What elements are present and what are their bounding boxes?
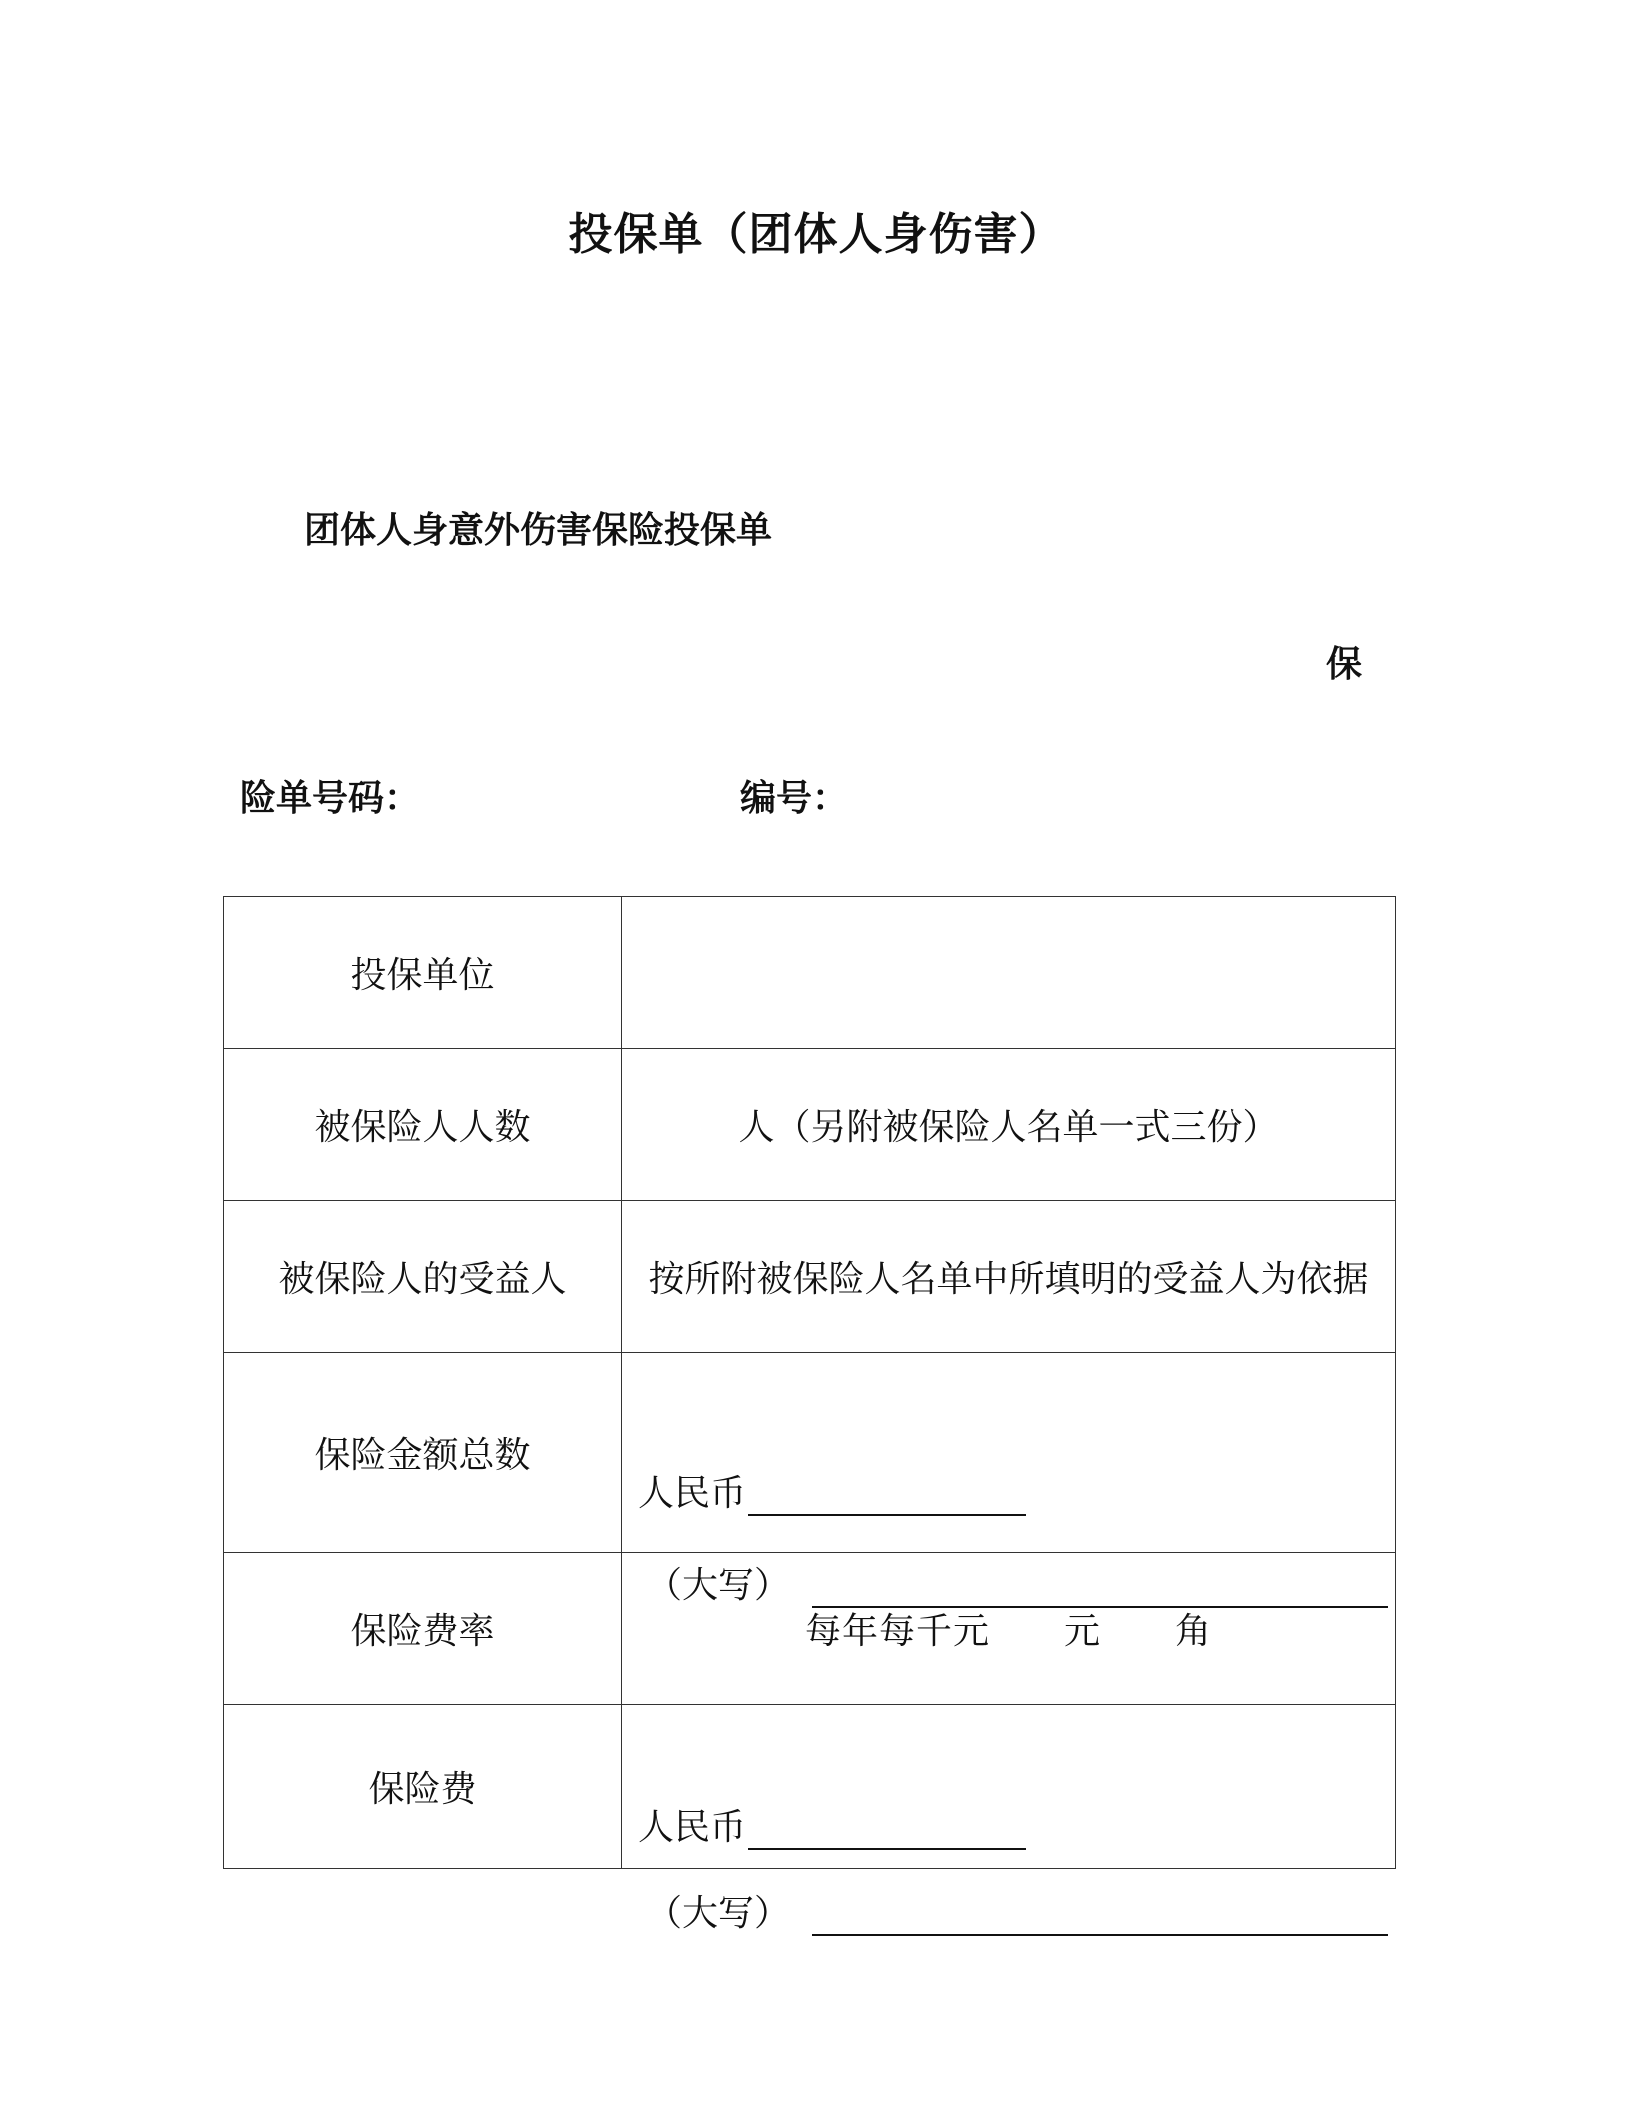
daxie-label: （大写）: [646, 1892, 791, 1934]
table-row: [224, 1705, 1396, 1869]
page-title: 投保单（团体人身伤害）: [568, 209, 1064, 260]
applicant-unit-field[interactable]: [622, 897, 1396, 1049]
premium-rate-text: 每年每千元 元 角: [804, 1611, 1212, 1652]
table-row: [224, 1049, 1396, 1201]
insured-count-label: 被保险人人数: [224, 1049, 622, 1201]
application-form-table: [223, 896, 1396, 1934]
sum-insured-daxie-blank[interactable]: [812, 1570, 1388, 1608]
premium-rmb-line: [638, 1799, 1026, 1850]
premium-rmb-blank[interactable]: [748, 1812, 1026, 1850]
beneficiary-value: 按所附被保险人名单中所填明的受益人为依据: [622, 1201, 1396, 1353]
premium-daxie-line: [638, 1885, 1388, 1936]
sum-insured-daxie-line: [638, 1557, 1388, 1608]
total-sum-insured-label: 保险金额总数: [224, 1353, 622, 1553]
daxie-label: （大写）: [646, 1564, 791, 1606]
sum-insured-rmb-blank[interactable]: [748, 1478, 1026, 1516]
premium-rate-label: 保险费率: [224, 1553, 622, 1705]
table-row: [224, 897, 1396, 1049]
sum-insured-rmb-line: [638, 1465, 1026, 1516]
corner-mark: 保: [1326, 644, 1363, 685]
insured-count-field[interactable]: 人（另附被保险人名单一式三份）: [622, 1049, 1396, 1201]
table-row: [224, 1353, 1396, 1553]
policy-number-label: 险单号码：: [240, 778, 421, 819]
serial-number-label: 编号：: [740, 778, 849, 819]
premium-cell: [622, 1705, 1396, 1934]
beneficiary-label: 被保险人的受益人: [224, 1201, 622, 1353]
premium-daxie-blank[interactable]: [812, 1898, 1388, 1936]
total-sum-insured-cell: [622, 1353, 1396, 1606]
form-subtitle: 团体人身意外伤害保险投保单: [304, 510, 773, 551]
applicant-unit-label: 投保单位: [224, 897, 622, 1049]
rmb-label: 人民币: [638, 1472, 747, 1514]
rmb-label: 人民币: [638, 1806, 747, 1848]
premium-label: 保险费: [224, 1705, 622, 1869]
table-row: [224, 1201, 1396, 1353]
